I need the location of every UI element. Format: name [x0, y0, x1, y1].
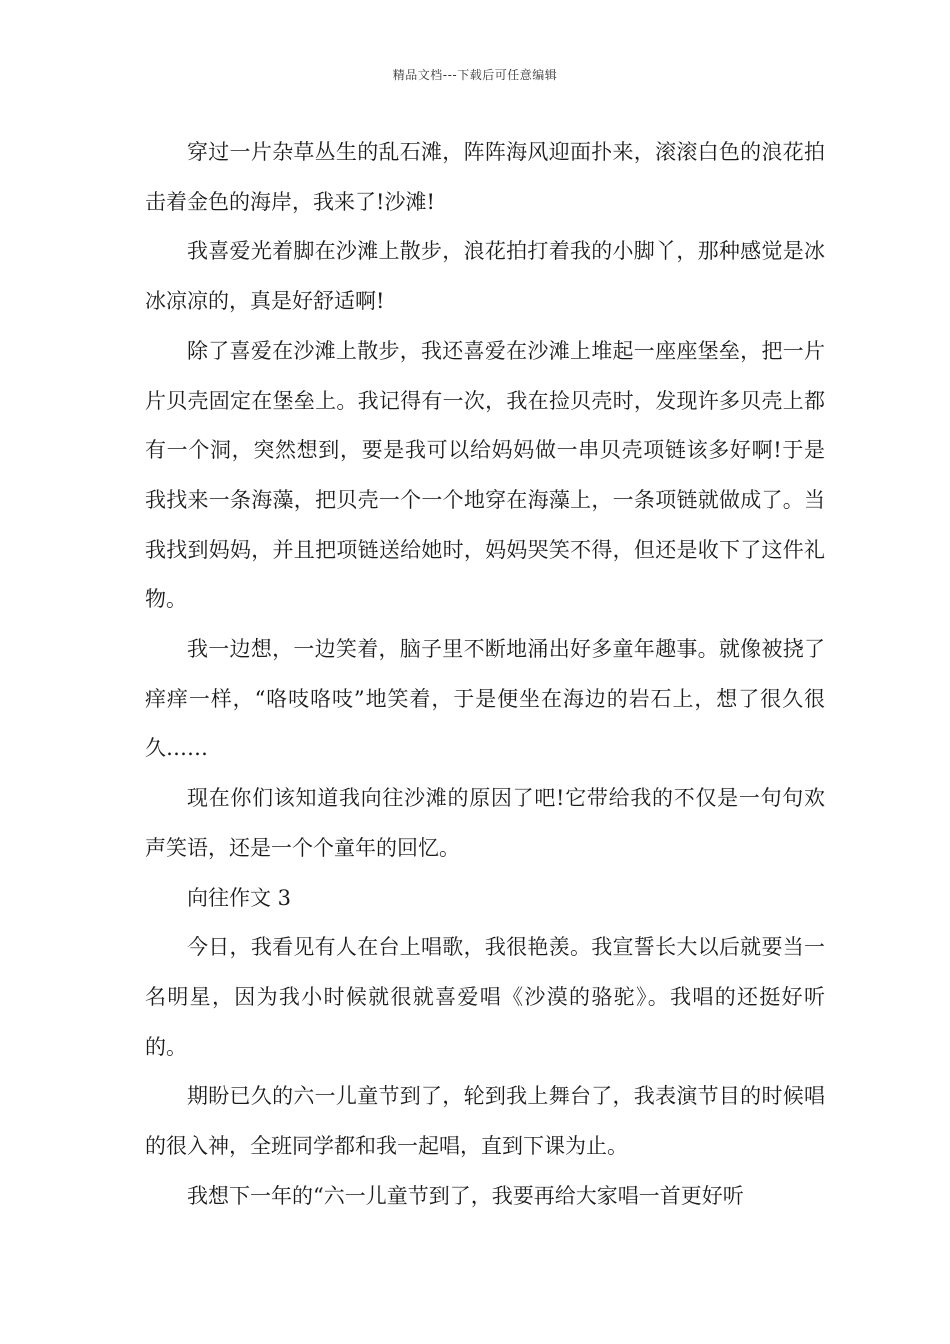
- paragraph-singing-dream: 今日，我看见有人在台上唱歌，我很艳羡。我宣誓长大以后就要当一名明星，因为我小时候就很就喜爱唱《沙漠的骆驼》。我唱的还挺好听的。: [145, 935, 825, 1059]
- paragraph-childrens-day: 期盼已久的六一儿童节到了，轮到我上舞台了，我表演节目的时候唱的很入神，全班同学都和我一起唱，直到下课为止。: [145, 1084, 825, 1159]
- paragraph-next-year: 我想下一年的“六一儿童节到了，我要再给大家唱一首更好听: [187, 1183, 744, 1208]
- page-header: 精品文档---下载后可任意编辑: [392, 68, 558, 82]
- document-body: [145, 128, 825, 1221]
- paragraph-beach-conclusion: 现在你们该知道我向往沙滩的原因了吧!它带给我的不仅是一句句欢声笑语，还是一个个童年的回忆。: [145, 786, 825, 860]
- paragraph-beach-intro: 穿过一片杂草丛生的乱石滩，阵阵海风迎面扑来，滚滚白色的浪花拍击着金色的海岸，我来了!沙滩!: [145, 140, 825, 214]
- paragraph-barefoot-walk: 我喜爱光着脚在沙滩上散步，浪花拍打着我的小脚丫，那种感觉是冰冰凉凉的，真是好舒适啊!: [145, 239, 825, 314]
- paragraph-childhood-memories: 我一边想，一边笑着，脑子里不断地涌出好多童年趣事。就像被挠了痒痒一样，“咯吱咯吱”地笑着，于是便坐在海边的岩石上，想了很久很久……: [145, 637, 825, 761]
- paragraph-shell-necklace: 除了喜爱在沙滩上散步，我还喜爱在沙滩上堆起一座座堡垒，把一片片贝壳固定在堡垒上。我记得有一次，我在捡贝壳时，发现许多贝壳上都有一个洞，突然想到，要是我可以给妈妈做一串贝壳项链该多好啊!于是我找来一条海藻，把贝壳一个一个地穿在海藻上，一条项链就做成了。当我找到妈妈，并且把项链送给她时，妈妈哭笑不得，但还是收下了这件礼物。: [145, 338, 825, 612]
- section-heading-essay-3: 向往作文 3: [187, 885, 292, 910]
